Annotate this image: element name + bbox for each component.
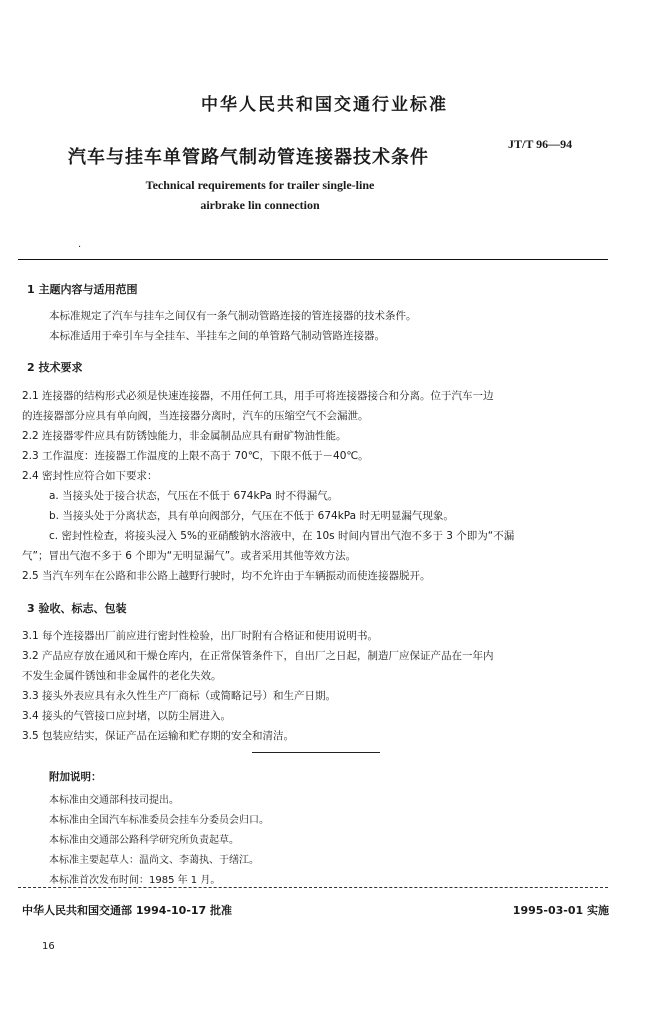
note-line: 本标准由交通部科技司提出。 <box>49 795 179 806</box>
standard-category-header: 中华人民共和国交通行业标准 <box>201 95 448 115</box>
clause-2-4-c: c. 密封性检查，将接头浸入 5%的亚硝酸钠水溶液中，在 10s 时间内冒出气泡不多于 3 个即为“不漏 <box>49 530 515 542</box>
clause-2-3: 2.3 工作温度：连接器工作温度的上限不高于 70℃，下限不低于－40℃。 <box>22 450 369 462</box>
section-1-paragraph: 本标准规定了汽车与挂车之间仅有一条气制动管路连接的管连接器的技术条件。 <box>49 310 417 322</box>
clause-3-1: 3.1 每个连接器出厂前应进行密封性检验，出厂时附有合格证和使用说明书。 <box>22 630 379 642</box>
note-line: 本标准由全国汽车标准委员会挂车分委员会归口。 <box>49 815 269 826</box>
page-number: 16 <box>42 941 55 952</box>
clause-3-2-cont: 不发生金属件锈蚀和非金属件的老化失效。 <box>22 670 222 682</box>
document-title: 汽车与挂车单管路气制动管连接器技术条件 <box>68 147 429 168</box>
clause-2-4-c-cont: 气”；冒出气泡不多于 6 个即为“无明显漏气”。或者采用其他等效方法。 <box>22 550 357 562</box>
clause-2-4-b: b. 当接头处于分离状态，具有单向阀部分，气压在不低于 674kPa 时无明显漏气现象。 <box>49 510 454 522</box>
note-line: 本标准主要起草人：温尚文、李蔼执、于缮江。 <box>49 855 259 866</box>
clause-3-5: 3.5 包装应结实，保证产品在运输和贮存期的安全和清洁。 <box>22 730 295 742</box>
end-of-text-rule <box>252 752 380 753</box>
clause-2-5: 2.5 当汽车列车在公路和非公路上越野行驶时，均不允许由于车辆振动而使连接器脱开。 <box>22 570 431 582</box>
stray-mark: · <box>78 242 82 253</box>
section-3-heading: 3 验收、标志、包装 <box>27 602 127 615</box>
clause-2-4-a: a. 当接头处于接合状态，气压在不低于 674kPa 时不得漏气。 <box>49 490 339 502</box>
section-2-heading: 2 技术要求 <box>27 361 83 374</box>
implementation-date: 1995-03-01 实施 <box>512 904 609 917</box>
approval-date: 中华人民共和国交通部 1994-10-17 批准 <box>22 904 233 917</box>
clause-2-2: 2.2 连接器零件应具有防锈蚀能力，非金属制品应具有耐矿物油性能。 <box>22 430 347 442</box>
standard-code: JT/T 96—94 <box>508 137 573 151</box>
english-title-line-2: airbrake lin connection <box>200 198 320 212</box>
clause-3-4: 3.4 接头的气管接口应封堵，以防尘屑进入。 <box>22 710 232 722</box>
notes-heading: 附加说明： <box>49 771 102 783</box>
section-1-heading: 1 主题内容与适用范围 <box>27 283 138 296</box>
clause-3-2: 3.2 产品应存放在通风和干燥仓库内，在正常保管条件下，自出厂之日起，制造厂应保证产品在一年内 <box>22 650 494 662</box>
note-line: 本标准由交通部公路科学研究所负责起草。 <box>49 835 239 846</box>
english-title-line-1: Technical requirements for trailer single-line <box>145 178 375 192</box>
top-rule <box>18 259 608 260</box>
section-1-paragraph: 本标准适用于牵引车与全挂车、半挂车之间的单管路气制动管路连接器。 <box>49 330 385 342</box>
clause-2-1: 2.1 连接器的结构形式必须是快速连接器，不用任何工具，用手可将连接器接合和分离。位于汽车一边 <box>22 390 494 402</box>
clause-2-1-cont: 的连接器部分应具有单向阀，当连接器分离时，汽车的压缩空气不会漏泄。 <box>22 410 369 422</box>
clause-3-3: 3.3 接头外表应具有永久性生产厂商标（或简略记号）和生产日期。 <box>22 690 337 702</box>
note-line: 本标准首次发布时间：1985 年 1 月。 <box>49 875 221 886</box>
footer-rule <box>18 887 608 888</box>
clause-2-4: 2.4 密封性应符合如下要求： <box>22 470 158 482</box>
